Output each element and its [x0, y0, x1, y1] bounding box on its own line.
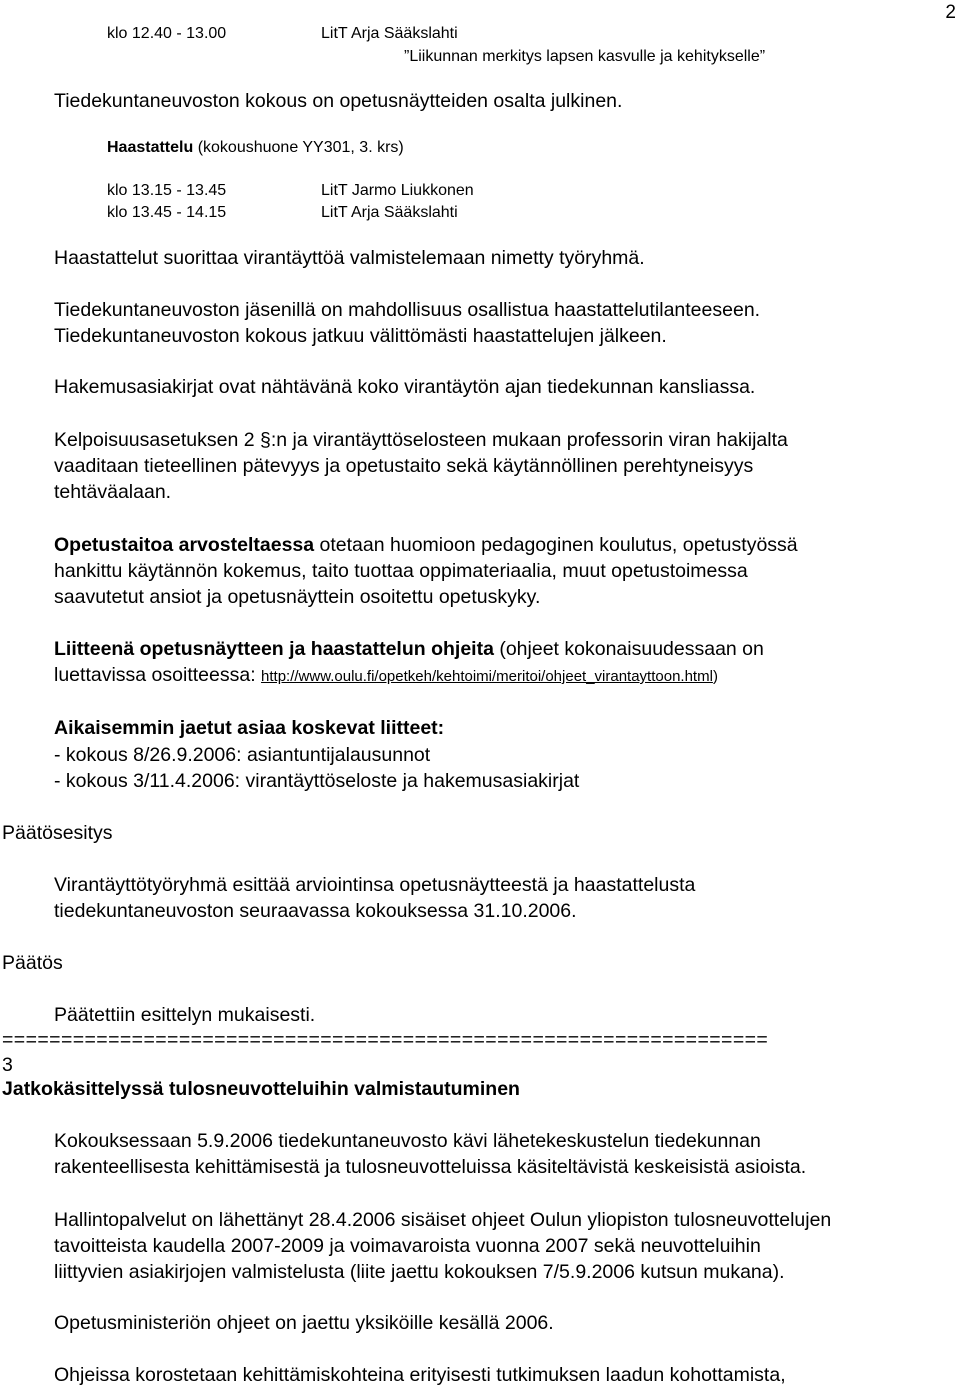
- proposal-label: Päätösesitys: [2, 822, 113, 844]
- attachments-heading: Aikaisemmin jaetut asiaa koskevat liitteet:: [54, 717, 445, 739]
- section3-p1-line-2: rakenteellisesta kehittämisestä ja tulosneuvotteluissa käsiteltävistä keskeisistä asioista.: [54, 1156, 807, 1178]
- attachment-item-1: - kokous 8/26.9.2006: asiantuntijalausunnot: [54, 744, 431, 766]
- paragraph-4-line-1: Kelpoisuusasetuksen 2 §:n ja virantäyttöselosteen mukaan professorin viran hakijalta: [54, 429, 788, 451]
- interview-location: (kokoushuone YY301, 3. krs): [197, 139, 404, 156]
- paragraph-5-line-1: [54, 533, 798, 557]
- intro-text: Tiedekuntaneuvoston kokous on opetusnäytteiden osalta julkinen.: [54, 90, 623, 112]
- paragraph-2-line-1: Tiedekuntaneuvoston jäsenillä on mahdollisuus osallistua haastattelutilanteeseen.: [54, 299, 761, 321]
- paragraph-6-close: ): [712, 668, 718, 685]
- instructions-link[interactable]: http://www.oulu.fi/opetkeh/kehtoimi/meritoi/ohjeet_virantayttoon.html: [261, 668, 713, 685]
- interview-time-2: klo 13.45 - 14.15: [107, 204, 227, 221]
- decision-label: Päätös: [2, 952, 63, 974]
- section3-p2-line-3: liittyvien asiakirjojen valmistelusta (liite jaettu kokouksen 7/5.9.2006 kutsun mukana).: [54, 1261, 785, 1283]
- schedule-time-1: klo 12.40 - 13.00: [107, 25, 227, 42]
- paragraph-5-bold: Opetustaitoa arvosteltaessa: [54, 534, 315, 556]
- section-title: Jatkokäsittelyssä tulosneuvotteluihin valmistautuminen: [2, 1078, 520, 1100]
- decision-text: Päätettiin esittelyn mukaisesti.: [54, 1004, 316, 1026]
- paragraph-1: Haastattelut suorittaa virantäyttöä valmistelemaan nimetty työryhmä.: [54, 247, 645, 269]
- interview-time-1: klo 13.15 - 13.45: [107, 182, 227, 199]
- section-separator: =================================================================: [2, 1029, 769, 1051]
- lecture-topic: ”Liikunnan merkitys lapsen kasvulle ja kehitykselle”: [404, 48, 766, 65]
- paragraph-6-prefix: luettavissa osoitteessa:: [54, 664, 262, 686]
- interview-name-2: LitT Arja Sääkslahti: [321, 204, 458, 221]
- paragraph-5-line-2: hankittu käytännön kokemus, taito tuottaa oppimateriaalia, muut opetustoimessa: [54, 560, 748, 582]
- proposal-line-2: tiedekuntaneuvoston seuraavassa kokouksessa 31.10.2006.: [54, 900, 577, 922]
- section-number: 3: [2, 1054, 13, 1076]
- section3-p1-line-1: Kokouksessaan 5.9.2006 tiedekuntaneuvosto kävi lähetekeskustelun tiedekunnan: [54, 1130, 761, 1152]
- page-number: 2: [945, 2, 956, 23]
- section3-p2-line-2: tavoitteista kaudella 2007-2009 ja voimavaroista vuonna 2007 sekä neuvotteluihin: [54, 1235, 761, 1257]
- section3-p3: Opetusministeriön ohjeet on jaettu yksiköille kesällä 2006.: [54, 1312, 554, 1334]
- paragraph-6-line-1: [54, 637, 764, 661]
- schedule-name-1: LitT Arja Sääkslahti: [321, 25, 458, 42]
- paragraph-4-line-3: tehtäväalaan.: [54, 481, 172, 503]
- paragraph-2-line-2: Tiedekuntaneuvoston kokous jatkuu välittömästi haastattelujen jälkeen.: [54, 325, 667, 347]
- paragraph-6-bold: Liitteenä opetusnäytteen ja haastattelun ohjeita: [54, 638, 494, 660]
- section3-p2-line-1: Hallintopalvelut on lähettänyt 28.4.2006 sisäiset ohjeet Oulun yliopiston tulosneuvottelujen: [54, 1209, 832, 1231]
- paragraph-5-rest: otetaan huomioon pedagoginen koulutus, opetustyössä: [314, 534, 798, 556]
- interview-title: Haastattelu: [107, 139, 194, 156]
- proposal-line-1: Virantäyttötyöryhmä esittää arviointinsa opetusnäytteestä ja haastattelusta: [54, 874, 696, 896]
- paragraph-6-line-2: [54, 663, 718, 689]
- paragraph-4-line-2: vaaditaan tieteellinen pätevyys ja opetustaito sekä käytännöllinen perehtyneisyys: [54, 455, 754, 477]
- interview-name-1: LitT Jarmo Liukkonen: [321, 182, 474, 199]
- section3-p4: Ohjeissa korostetaan kehittämiskohteina erityisesti tutkimuksen laadun kohottamista,: [54, 1364, 786, 1386]
- attachment-item-2: - kokous 3/11.4.2006: virantäyttöseloste ja hakemusasiakirjat: [54, 770, 580, 792]
- interview-heading: [107, 138, 404, 158]
- paragraph-5-line-3: saavutetut ansiot ja opetusnäyttein osoitettu opetuskyky.: [54, 586, 541, 608]
- paragraph-3: Hakemusasiakirjat ovat nähtävänä koko virantäytön ajan tiedekunnan kansliassa.: [54, 376, 756, 398]
- paragraph-6-rest: (ohjeet kokonaisuudessaan on: [493, 638, 764, 660]
